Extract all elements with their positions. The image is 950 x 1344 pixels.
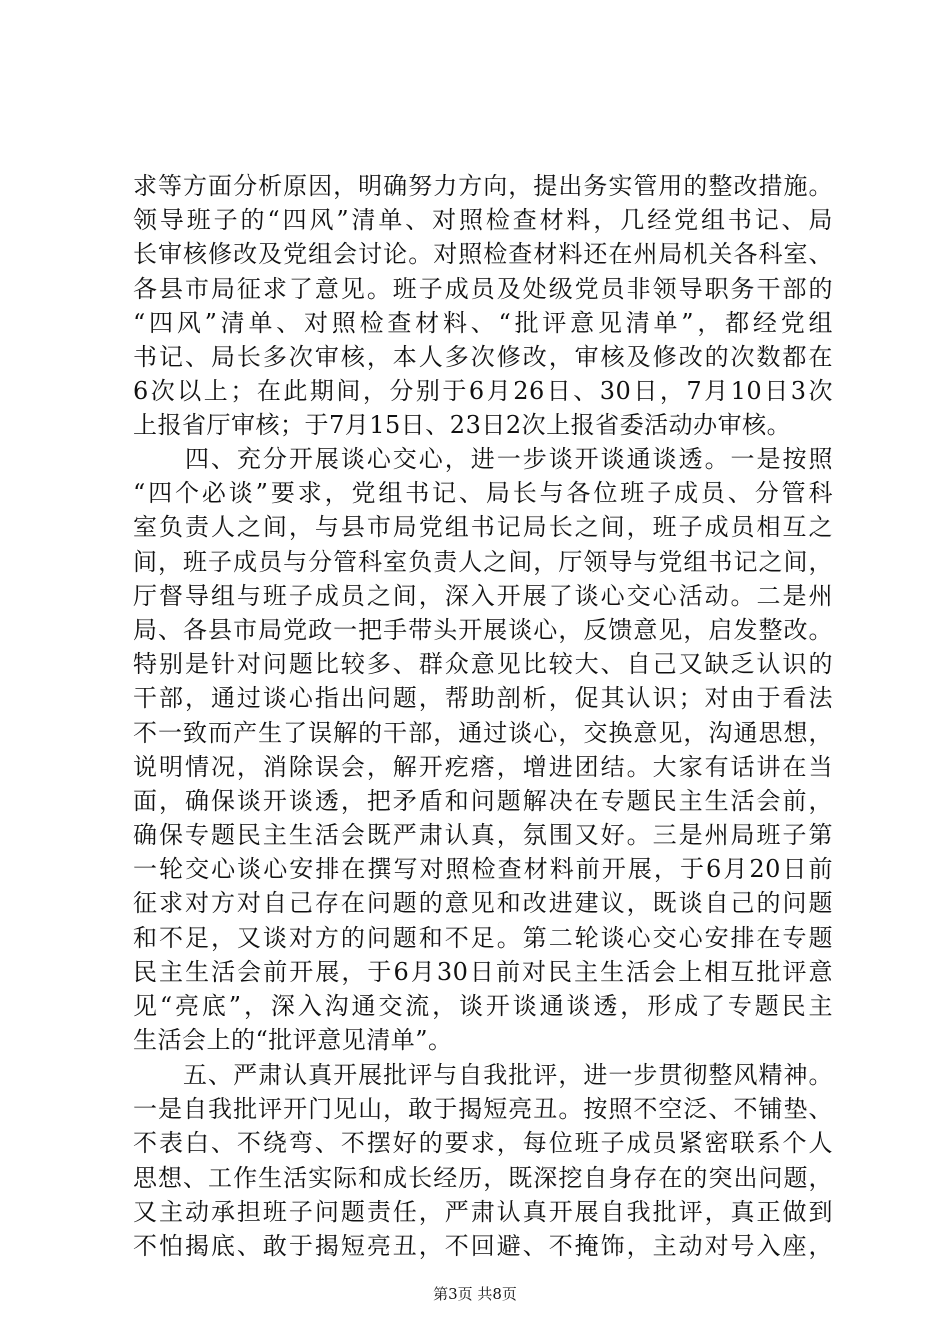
paragraph-4 (133, 442, 833, 1057)
text-line: 6次以上；在此期间，分别于6月26日、30日，7月10日3次 (133, 377, 833, 406)
text-line: “四个必谈”要求，党组书记、局长与各位班子成员、分管科 (133, 479, 833, 508)
text-line: 生活会上的“批评意见清单”。 (133, 1026, 453, 1055)
text-line: 见“亮底”，深入沟通交流，谈开谈通谈透，形成了专题民主 (133, 992, 833, 1020)
text-line: “四风”清单、对照检查材料、“批评意见清单”，都经党组 (133, 308, 833, 337)
text-line: 思想、工作生活实际和成长经历，既深挖自身存在的突出问题， (133, 1163, 833, 1192)
text-line: 一轮交心谈心安排在撰写对照检查材料前开展，于6月20日前 (133, 855, 833, 884)
paragraph-5 (133, 1058, 833, 1263)
text-line: 不表白、不绕弯、不摆好的要求，每位班子成员紧密联系个人 (133, 1129, 833, 1158)
paragraph-3-continued (133, 169, 833, 443)
text-line: 说明情况，消除误会，解开疙瘩，增进团结。大家有话讲在当 (133, 752, 833, 781)
text-line: 室负责人之间，与县市局党组书记局长之间，班子成员相互之 (133, 513, 833, 542)
text-line: 书记、局长多次审核，本人多次修改，审核及修改的次数都在 (133, 342, 833, 371)
text-line: 一是自我批评开门见山，敢于揭短亮丑。按照不空泛、不铺垫、 (133, 1095, 833, 1124)
text-line: 面，确保谈开谈透，把矛盾和问题解决在专题民主生活会前， (133, 786, 833, 815)
text-line: 不一致而产生了误解的干部，通过谈心，交换意见，沟通思想， (133, 718, 833, 747)
text-line: 厅督导组与班子成员之间，深入开展了谈心交心活动。二是州 (133, 581, 833, 610)
text-line: 不怕揭底、敢于揭短亮丑，不回避、不掩饰，主动对号入座， (133, 1231, 833, 1260)
text-line: 长审核修改及党组会讨论。对照检查材料还在州局机关各科室、 (133, 240, 833, 269)
text-line: 五、严肃认真开展批评与自我批评，进一步贯彻整风精神。 (133, 1061, 833, 1089)
text-line: 上报省厅审核；于7月15日、23日2次上报省委活动办审核。 (133, 411, 792, 440)
text-line: 干部，通过谈心指出问题，帮助剖析，促其认识；对由于看法 (133, 684, 833, 713)
text-line: 各县市局征求了意见。班子成员及处级党员非领导职务干部的 (133, 274, 833, 303)
text-line: 领导班子的“四风”清单、对照检查材料，几经党组书记、局 (133, 206, 833, 235)
text-line: 间，班子成员与分管科室负责人之间，厅领导与党组书记之间， (133, 547, 833, 576)
text-line: 局、各县市局党政一把手带头开展谈心，反馈意见，启发整改。 (133, 615, 833, 644)
page-number-footer: 第3页 共8页 (433, 1285, 517, 1303)
text-line: 民主生活会前开展，于6月30日前对民主生活会上相互批评意 (133, 957, 833, 986)
text-line: 和不足，又谈对方的问题和不足。第二轮谈心交心安排在专题 (133, 923, 833, 952)
text-line: 特别是针对问题比较多、群众意见比较大、自己又缺乏认识的 (133, 650, 833, 679)
text-line: 征求对方对自己存在问题的意见和改进建议，既谈自己的问题 (133, 889, 833, 918)
text-line: 又主动承担班子问题责任，严肃认真开展自我批评，真正做到 (133, 1197, 833, 1226)
text-line: 四、充分开展谈心交心，进一步谈开谈通谈透。一是按照 (133, 445, 833, 473)
text-line: 确保专题民主生活会既严肃认真，氛围又好。三是州局班子第 (133, 821, 833, 850)
text-line: 求等方面分析原因，明确努力方向，提出务实管用的整改措施。 (133, 172, 833, 200)
